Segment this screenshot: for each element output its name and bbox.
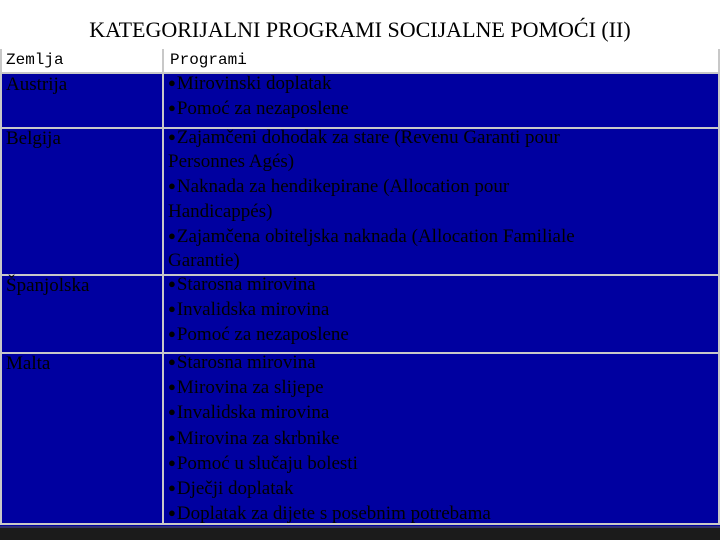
program-text: Pomoć za nezaposlene	[176, 324, 349, 346]
program-line	[168, 272, 716, 297]
table-row	[0, 74, 720, 126]
table-row	[0, 128, 720, 273]
country-cell: Austrija	[6, 74, 68, 95]
program-line	[168, 501, 716, 526]
program-line	[168, 96, 716, 121]
bullet-icon: ●	[168, 129, 176, 144]
bullet-icon: ●	[168, 178, 176, 194]
programs-cell	[168, 272, 716, 348]
program-line	[168, 426, 716, 451]
program-line	[168, 200, 716, 224]
bullet-icon: ●	[168, 480, 176, 496]
bullet-icon: ●	[168, 326, 176, 342]
bullet-icon: ●	[168, 454, 176, 470]
program-text: Invalidska mirovina	[176, 402, 330, 424]
program-text: Pomoć za nezaposlene	[176, 98, 349, 120]
program-text: Zajamčeni dohodak za stare (Revenu Garanti pour	[176, 127, 560, 148]
bullet-icon: ●	[168, 301, 176, 317]
programs-cell	[168, 71, 716, 121]
bullet-icon: ●	[168, 227, 176, 243]
program-text: Dječji doplatak	[176, 478, 294, 500]
column-header-country: Zemlja	[6, 51, 64, 69]
program-text: Naknada za hendikepirane (Allocation pour	[176, 176, 510, 198]
program-line	[168, 71, 716, 96]
program-line	[168, 375, 716, 400]
country-cell: Malta	[6, 353, 51, 374]
program-line	[168, 174, 716, 199]
country-cell: Španjolska	[6, 275, 90, 296]
bullet-icon: ●	[168, 100, 176, 116]
program-line	[168, 400, 716, 425]
footer-bar	[0, 528, 720, 540]
program-line	[168, 150, 716, 174]
program-line	[168, 249, 716, 273]
program-text: Doplatak za dijete s posebnim potrebama	[176, 503, 491, 525]
bullet-icon: ●	[168, 354, 176, 369]
bullet-icon: ●	[168, 379, 176, 395]
program-text: Pomoć u slučaju bolesti	[176, 452, 358, 474]
country-cell: Belgija	[6, 128, 61, 149]
program-text: Starosna mirovina	[176, 352, 316, 373]
program-line	[168, 125, 716, 150]
program-text: Handicappés)	[168, 200, 273, 222]
program-text: Mirovina za skrbnike	[176, 427, 340, 449]
program-line	[168, 322, 716, 347]
bullet-icon: ●	[168, 75, 176, 90]
program-line	[168, 476, 716, 501]
program-text: Mirovina za slijepe	[176, 377, 324, 399]
slide-title: KATEGORIJALNI PROGRAMI SOCIJALNE POMOĆI (II)	[89, 17, 631, 42]
program-line	[168, 451, 716, 476]
program-text: Invalidska mirovina	[176, 299, 330, 321]
program-line	[168, 350, 716, 375]
bullet-icon: ●	[168, 276, 176, 291]
program-text: Starosna mirovina	[176, 274, 316, 295]
bullet-icon: ●	[168, 404, 176, 420]
programs-cell	[168, 125, 716, 273]
program-line	[168, 297, 716, 322]
table-row	[0, 275, 720, 351]
column-header-programs: Programi	[170, 51, 247, 69]
programs-cell	[168, 350, 716, 526]
table-header-row	[0, 49, 720, 72]
bullet-icon: ●	[168, 429, 176, 445]
program-text: Mirovinski doplatak	[176, 73, 332, 94]
program-text: Zajamčena obiteljska naknada (Allocation Familiale	[176, 225, 575, 247]
program-text: Personnes Agés)	[168, 151, 295, 173]
table-row	[0, 353, 720, 523]
program-text: Garantie)	[168, 250, 240, 272]
program-line	[168, 224, 716, 249]
bullet-icon: ●	[168, 505, 176, 521]
